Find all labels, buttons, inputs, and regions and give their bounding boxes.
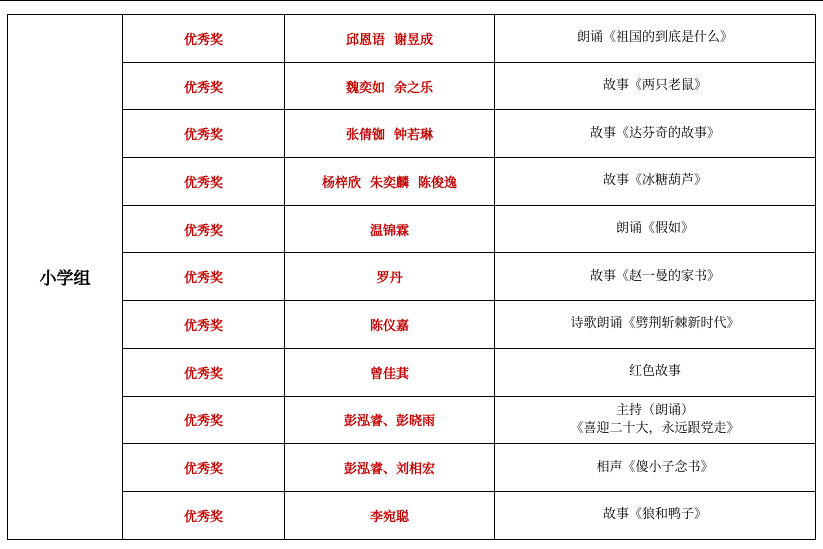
table-row (8, 444, 816, 492)
table-row (8, 301, 816, 349)
participant-names-cell: 邱恩语 谢昱成 (285, 15, 495, 63)
participant-names-cell: 彭泓睿、刘相宏 (285, 444, 495, 492)
award-cell: 优秀奖 (123, 491, 285, 539)
table-row (8, 110, 816, 158)
program-line: 朗诵《祖国的到底是什么》 (576, 30, 733, 46)
table-row (8, 253, 816, 301)
program-cell (495, 205, 816, 253)
table-row (8, 396, 816, 444)
participant-names-cell: 温锦霖 (285, 205, 495, 253)
participant-names-cell: 张倩铷 钟若琳 (285, 110, 495, 158)
program-cell (495, 301, 816, 349)
table-row (8, 15, 816, 63)
award-cell: 优秀奖 (123, 444, 285, 492)
program-line: 诗歌朗诵《劈荆斩棘新时代》 (570, 316, 740, 332)
program-line: 主持（朗诵） (615, 402, 694, 418)
program-line: 相声《傻小子念书》 (596, 459, 714, 475)
program-line: 故事《冰糖葫芦》 (602, 173, 707, 189)
participant-names-cell: 李宛聪 (285, 491, 495, 539)
program-line: 朗诵《假如》 (615, 221, 694, 237)
table-row (8, 158, 816, 206)
program-line: 《喜迎二十大，永远跟党走》 (570, 420, 740, 436)
participant-names-cell: 罗丹 (285, 253, 495, 301)
program-line: 红色故事 (628, 364, 681, 380)
group-label-cell: 小学组 (8, 15, 123, 540)
participant-names-cell: 彭泓睿、彭晓雨 (285, 396, 495, 444)
table-row (8, 62, 816, 110)
program-cell (495, 158, 816, 206)
program-cell (495, 491, 816, 539)
award-cell: 优秀奖 (123, 301, 285, 349)
participant-names-cell: 陈仪嘉 (285, 301, 495, 349)
table-row (8, 348, 816, 396)
award-cell: 优秀奖 (123, 205, 285, 253)
award-table-body (8, 15, 816, 540)
award-cell: 优秀奖 (123, 396, 285, 444)
program-cell (495, 253, 816, 301)
top-border-line (0, 0, 823, 1)
program-cell (495, 396, 816, 444)
program-cell (495, 110, 816, 158)
program-cell (495, 444, 816, 492)
participant-names-cell: 杨梓欣 朱奕麟 陈俊逸 (285, 158, 495, 206)
program-line: 故事《两只老鼠》 (602, 78, 707, 94)
participant-names-cell: 魏奕如 余之乐 (285, 62, 495, 110)
award-cell: 优秀奖 (123, 15, 285, 63)
program-line: 故事《赵一曼的家书》 (589, 268, 720, 284)
award-table (7, 14, 816, 540)
program-line: 故事《狼和鸭子》 (602, 507, 707, 523)
program-cell (495, 62, 816, 110)
program-cell (495, 348, 816, 396)
award-cell: 优秀奖 (123, 62, 285, 110)
participant-names-cell: 曾佳萁 (285, 348, 495, 396)
table-row (8, 491, 816, 539)
program-line: 故事《达芬奇的故事》 (589, 125, 720, 141)
award-cell: 优秀奖 (123, 158, 285, 206)
award-cell: 优秀奖 (123, 253, 285, 301)
award-cell: 优秀奖 (123, 110, 285, 158)
table-row (8, 205, 816, 253)
program-cell (495, 15, 816, 63)
award-cell: 优秀奖 (123, 348, 285, 396)
